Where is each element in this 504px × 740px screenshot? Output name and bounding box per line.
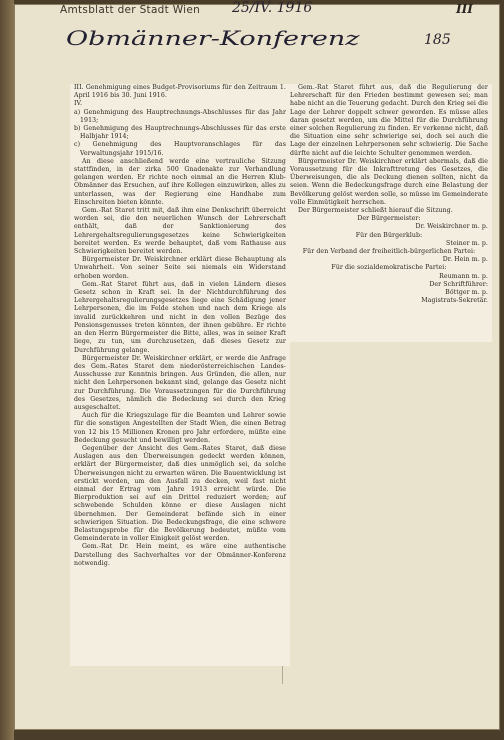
paragraph: Bürgermeister Dr. Weiskirchner erklärt diese Behauptung als Unwahrheit. Von seiner Seite sei niemals ein Widerstand erhoben worden. bbox=[74, 256, 286, 280]
signature-label: Der Schriftführer: bbox=[429, 280, 488, 288]
signature-label: Für den Verband der freiheitlich-bürgerlichen Partei: bbox=[302, 248, 476, 256]
list-item: c) Genehmigung des Hauptvoranschlages für das Verwaltungsjahr 1915/16. bbox=[74, 141, 286, 157]
handwritten-date: 25/IV. 1916 bbox=[232, 0, 313, 16]
signature-name: Böttger m. p. bbox=[445, 289, 488, 297]
signature-name: Steiner m. p. bbox=[446, 239, 488, 247]
paragraph: Der Bürgermeister schließt hierauf die Sitzung. bbox=[298, 207, 453, 215]
signature-label: Der Bürgermeister: bbox=[357, 215, 421, 223]
signature-name: Dr. Hein m. p. bbox=[442, 256, 488, 264]
list-item: a) Genehmigung des Hauptrechnungs-Abschlusses für das Jahr 1913; bbox=[74, 108, 286, 124]
roman-numeral: III bbox=[456, 2, 473, 16]
paragraph: Gem.-Rat Staret führt aus, daß die Regulierung der Lehrerschaft für den Frieden bestimmt gewesen sei; man habe nicht an die Teuerung gedacht. Durch den Krieg sei die Lage der Lehrer doppelt schwer geworden. Es müsse alles daran gesetzt werden, um die Mittel für die Durchführung einer solchen Regulierung zu finden. Er verkenne nicht, daß die Situation eine sehr schwierige sei, doch sei auch die Lage der einzelnen Lehrpersonen sehr schwierig. Die Sache dürfte nicht auf die leichte Schulter genommen werden. bbox=[290, 84, 488, 157]
paragraph: An diese anschließend werde eine vertrauliche Sitzung stattfinden, in der zirka 500 Gnadenakte zur Verhandlung gelangen werden. Er richte noch einmal an die Herren Klub-Obmänner das Ersuchen, auf ihre Kollegen einzuwirken, alles zu unterlassen, was der Regierung eine Handhabe zum Einschreiten bieten könnte. bbox=[74, 157, 286, 206]
signature-title: Magistrats-Sekretär. bbox=[421, 297, 488, 305]
paragraph: Gem.-Rat Dr. Hein meint, es wäre eine authentische Darstellung des Sachverhaltes vor der Obmänner-Konferenz notwendig. bbox=[74, 543, 286, 567]
page-number: 185 bbox=[424, 32, 451, 48]
paragraph: Bürgermeister Dr. Weiskirchner erklärt abermals, daß die Voraussetzung für die Inkrafttretung des Gesetzes, die Überweisungen, die als Deckung dienen sollten, nicht da seien. Wenn die Bedeckungsfrage durch eine Belastung der Bevölkerung gelöst werden solle, so müsse im Gemeinderate volle Einmütigkeit herrschen. bbox=[290, 157, 488, 206]
paragraph: Gem.-Rat Staret führt aus, daß in vielen Ländern dieses Gesetz schon in Kraft sei. In der Nichtdurchführung des Lehrergehaltsregulierungsgesetzes liege eine Schädigung jener Lehrpersonen, die im Felde stehen und nach dem Kriege als invalid zurückkehren und nicht in den vollen Bezüge des Pensionsgenusses treten könnten, der ihnen gebühre. Er richte an den Herrn Bürgermeister die Bitte, alles, was in seiner Kraft liege, zu tun, um durchzusetzen, daß dieses Gesetz zur Durchführung gelange. bbox=[74, 280, 286, 354]
signature-name: Dr. Weiskirchner m. p. bbox=[415, 223, 488, 231]
page-edge bbox=[0, 0, 14, 740]
signature-name: Reumann m. p. bbox=[439, 272, 488, 280]
handwritten-title: Obmänner-Konferenz bbox=[66, 26, 360, 50]
list-item: b) Genehmigung des Hauptrechnungs-Abschlusses für das erste Halbjahr 1914; bbox=[74, 125, 286, 141]
paragraph: IV. bbox=[74, 100, 83, 108]
paragraph: Bürgermeister Dr. Weiskirchner erklärt, er werde die Anfrage des Gem.-Rates Staret dem niederösterreichischen Landes-Ausschusse zur Kenntnis bringen. Aus Gründen, die allen, nur nicht den Lehrpersonen bekannt sind, gelange das Gesetz nicht zur Durchführung. Die Voraussetzungen für die Durchführung des Gesetzes, nämlich die Bedeckung sei durch den Krieg ausgeschaltet. bbox=[74, 354, 286, 411]
right-text-column bbox=[286, 84, 492, 342]
paragraph: III. Genehmigung eines Budget-Provisoriums für den Zeitraum 1. April 1916 bis 30. Juni 1916. bbox=[74, 84, 286, 100]
paragraph: Auch für die Kriegszulage für die Beamten und Lehrer sowie für die sonstigen Angestellten der Stadt Wien, die einen Betrag von 12 bis 15 Millionen Kronen pro Jahr erfordere, müßte eine Bedeckung gesucht und bewilligt werden. bbox=[74, 412, 286, 444]
newspaper-header: Amtsblatt der Stadt Wien bbox=[60, 4, 201, 16]
signature-label: Für den Bürgerklub: bbox=[355, 231, 423, 239]
left-text-column bbox=[70, 84, 290, 666]
signature-label: Für die sozialdemokratische Partei: bbox=[331, 264, 447, 272]
paragraph: Gegenüber der Ansicht des Gem.-Rates Staret, daß diese Auslagen aus den Überweisungen gedeckt werden können, erklärt der Bürgermeister, daß dies unmöglich sei, da solche Überweisungen nicht zu erwarten wären. Die Bauentwicklung ist erstickt worden, um den Ausfall zu decken, weil fast nicht einmal der Ertrag vom Jahre 1913 erreicht würde. Die Bierproduktion sei auf ein Drittel reduziert worden; auf schwebende Schulden könne er diese Auslagen nicht übernehmen. Der Gemeinderat befände sich in einer schwierigen Situation. Die Bedeckungsfrage, die eine schwere Belastungsprobe für die Bevölkerung bedeutet, müßte vom Gemeinderate in voller Einigkeit gelöst werden. bbox=[74, 444, 286, 543]
paragraph: Gem.-Rat Staret tritt mit, daß ihm eine Denkschrift überreicht worden sei, die den neuerlichen Wunsch der Lehrerschaft enthält, daß der Sanktionierung des Lehrergehaltsregulierungsgesetzes keine Schwierigkeiten bereitet werden. Es werde behauptet, daß vom Rathause aus Schwierigkeiten bereitet werden. bbox=[74, 207, 286, 256]
